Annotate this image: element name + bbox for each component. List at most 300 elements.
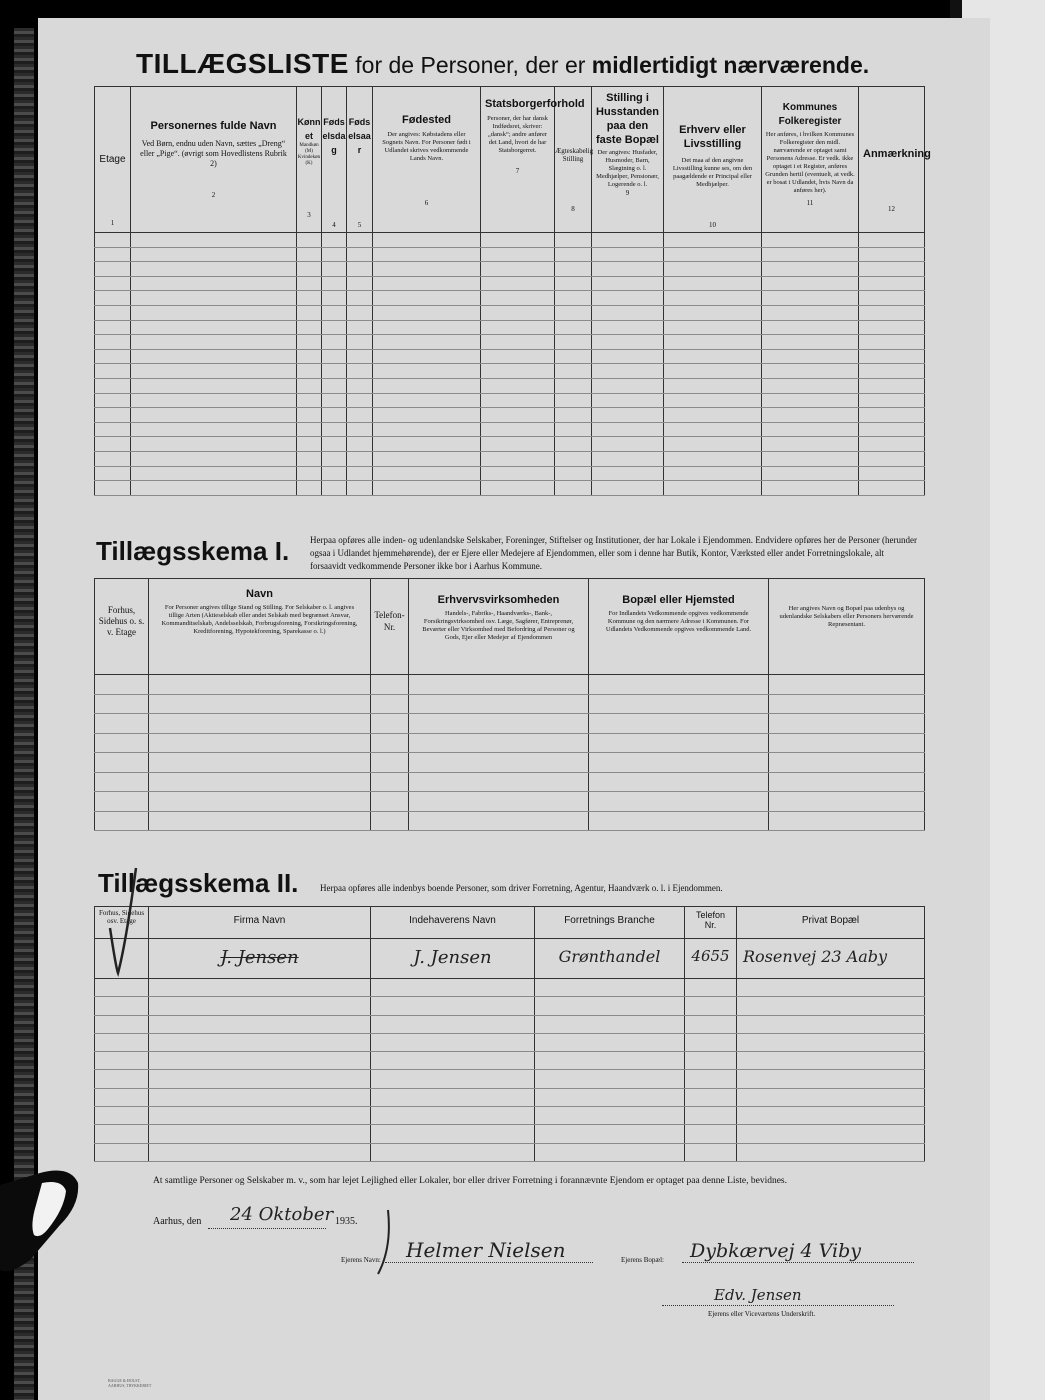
table-cell[interactable] xyxy=(769,811,925,831)
table-cell[interactable] xyxy=(95,291,131,306)
table-cell[interactable] xyxy=(297,437,322,452)
table-cell[interactable] xyxy=(347,437,373,452)
table-cell[interactable] xyxy=(737,1033,925,1051)
table-cell[interactable] xyxy=(859,262,925,277)
table-cell[interactable] xyxy=(131,408,297,423)
table-cell[interactable] xyxy=(762,451,859,466)
table-cell[interactable] xyxy=(762,422,859,437)
table-cell[interactable] xyxy=(737,1143,925,1161)
table-cell[interactable] xyxy=(322,466,347,481)
table-cell[interactable] xyxy=(737,1125,925,1143)
table-cell[interactable] xyxy=(371,733,409,753)
table-cell[interactable] xyxy=(592,481,664,496)
table-cell[interactable] xyxy=(555,408,592,423)
table-cell[interactable] xyxy=(297,305,322,320)
table-cell[interactable] xyxy=(859,408,925,423)
table-cell[interactable] xyxy=(95,378,131,393)
table-cell[interactable] xyxy=(409,811,589,831)
table-cell[interactable] xyxy=(685,1088,737,1106)
table-cell[interactable] xyxy=(535,997,685,1015)
table-cell[interactable] xyxy=(371,1015,535,1033)
table-cell[interactable] xyxy=(685,1125,737,1143)
table-cell[interactable] xyxy=(762,481,859,496)
table-cell[interactable] xyxy=(297,320,322,335)
table-cell[interactable] xyxy=(95,1107,149,1125)
table-cell[interactable] xyxy=(131,422,297,437)
table-cell[interactable] xyxy=(592,276,664,291)
table-cell[interactable] xyxy=(131,262,297,277)
table-cell[interactable] xyxy=(555,247,592,262)
table-cell[interactable] xyxy=(95,451,131,466)
table-cell[interactable] xyxy=(131,393,297,408)
table-cell[interactable] xyxy=(762,305,859,320)
table-cell[interactable] xyxy=(685,997,737,1015)
table-cell[interactable] xyxy=(322,247,347,262)
table-cell[interactable] xyxy=(685,1052,737,1070)
table-cell[interactable] xyxy=(737,1015,925,1033)
table-cell[interactable] xyxy=(297,233,322,248)
table-cell[interactable] xyxy=(737,1052,925,1070)
table-cell[interactable] xyxy=(371,979,535,997)
table-cell[interactable] xyxy=(347,291,373,306)
table-cell[interactable] xyxy=(95,694,149,714)
table-cell[interactable] xyxy=(347,335,373,350)
table-cell[interactable] xyxy=(131,233,297,248)
table-cell[interactable] xyxy=(297,451,322,466)
table-cell[interactable] xyxy=(859,305,925,320)
table-cell[interactable] xyxy=(373,262,481,277)
table-cell[interactable] xyxy=(859,364,925,379)
table-cell[interactable] xyxy=(149,675,371,695)
table-cell[interactable] xyxy=(373,437,481,452)
table-cell[interactable] xyxy=(762,335,859,350)
table-cell[interactable] xyxy=(347,378,373,393)
table-cell[interactable] xyxy=(859,335,925,350)
table-cell[interactable] xyxy=(371,714,409,734)
table-cell[interactable] xyxy=(664,481,762,496)
table-cell[interactable] xyxy=(149,733,371,753)
table-cell[interactable] xyxy=(762,320,859,335)
table-cell[interactable] xyxy=(95,364,131,379)
table-cell[interactable] xyxy=(149,772,371,792)
table-cell[interactable] xyxy=(131,335,297,350)
table-cell[interactable] xyxy=(769,733,925,753)
table-cell[interactable] xyxy=(95,262,131,277)
table-cell[interactable] xyxy=(555,437,592,452)
table-cell[interactable] xyxy=(592,305,664,320)
table-cell[interactable] xyxy=(409,694,589,714)
table-cell[interactable] xyxy=(685,1143,737,1161)
table-cell[interactable] xyxy=(95,753,149,773)
table-cell[interactable] xyxy=(149,1107,371,1125)
table-cell[interactable] xyxy=(555,305,592,320)
table-cell[interactable] xyxy=(685,1033,737,1051)
table-cell[interactable] xyxy=(555,466,592,481)
table-cell[interactable] xyxy=(592,262,664,277)
table-cell[interactable] xyxy=(95,481,131,496)
table-cell[interactable] xyxy=(481,393,555,408)
table-cell[interactable] xyxy=(664,276,762,291)
table-cell[interactable] xyxy=(481,437,555,452)
table-cell[interactable] xyxy=(373,393,481,408)
table-cell[interactable] xyxy=(371,811,409,831)
table-cell[interactable] xyxy=(95,772,149,792)
table-cell[interactable] xyxy=(95,792,149,812)
table-cell[interactable] xyxy=(769,714,925,734)
table-cell[interactable] xyxy=(347,349,373,364)
table-cell[interactable] xyxy=(371,753,409,773)
table-cell[interactable] xyxy=(592,233,664,248)
table-cell[interactable] xyxy=(481,233,555,248)
table-cell[interactable] xyxy=(131,305,297,320)
table-cell[interactable] xyxy=(95,233,131,248)
table-cell[interactable] xyxy=(373,335,481,350)
table-cell[interactable] xyxy=(347,466,373,481)
table-cell[interactable] xyxy=(859,481,925,496)
table-cell[interactable] xyxy=(664,451,762,466)
table-cell[interactable] xyxy=(592,422,664,437)
table-cell[interactable] xyxy=(555,262,592,277)
table-cell[interactable] xyxy=(95,393,131,408)
table-cell[interactable] xyxy=(149,753,371,773)
table-cell[interactable] xyxy=(685,979,737,997)
table-cell[interactable] xyxy=(762,291,859,306)
table-cell[interactable] xyxy=(481,422,555,437)
table-cell[interactable] xyxy=(322,305,347,320)
table-cell[interactable] xyxy=(664,247,762,262)
table-cell[interactable] xyxy=(481,378,555,393)
table-cell[interactable] xyxy=(664,364,762,379)
table-cell[interactable] xyxy=(95,408,131,423)
table-cell[interactable] xyxy=(769,753,925,773)
table-cell[interactable] xyxy=(859,276,925,291)
table-cell[interactable] xyxy=(149,1088,371,1106)
table-cell[interactable] xyxy=(149,1143,371,1161)
table-cell[interactable] xyxy=(685,1070,737,1088)
table-cell[interactable] xyxy=(131,364,297,379)
table-cell[interactable] xyxy=(555,291,592,306)
table-cell[interactable] xyxy=(481,466,555,481)
table-cell[interactable] xyxy=(371,997,535,1015)
table-cell[interactable] xyxy=(481,320,555,335)
table-cell[interactable] xyxy=(297,481,322,496)
table-cell[interactable] xyxy=(347,276,373,291)
table-cell[interactable] xyxy=(762,437,859,452)
table-cell[interactable] xyxy=(762,466,859,481)
table-cell[interactable] xyxy=(685,1015,737,1033)
table-cell[interactable] xyxy=(762,233,859,248)
table-cell[interactable] xyxy=(664,233,762,248)
table-cell[interactable] xyxy=(297,466,322,481)
table-cell[interactable] xyxy=(297,262,322,277)
table-cell[interactable] xyxy=(373,320,481,335)
table-cell[interactable] xyxy=(95,1070,149,1088)
table-cell[interactable] xyxy=(149,1125,371,1143)
table-cell[interactable] xyxy=(149,997,371,1015)
table-cell[interactable] xyxy=(95,997,149,1015)
table-cell[interactable] xyxy=(95,320,131,335)
table-cell[interactable] xyxy=(409,772,589,792)
table-cell[interactable] xyxy=(373,233,481,248)
table-cell[interactable] xyxy=(535,1033,685,1051)
table-cell[interactable] xyxy=(131,437,297,452)
table-cell[interactable] xyxy=(95,437,131,452)
table-cell[interactable] xyxy=(95,1052,149,1070)
table-cell[interactable] xyxy=(95,1033,149,1051)
table-cell[interactable] xyxy=(322,408,347,423)
table-cell[interactable] xyxy=(555,481,592,496)
table-cell[interactable] xyxy=(149,792,371,812)
table-cell[interactable] xyxy=(322,364,347,379)
table-cell[interactable] xyxy=(373,247,481,262)
table-cell[interactable] xyxy=(373,364,481,379)
table-cell[interactable] xyxy=(664,320,762,335)
table-cell[interactable] xyxy=(555,233,592,248)
table-cell[interactable] xyxy=(762,378,859,393)
table-cell[interactable] xyxy=(481,335,555,350)
table-cell[interactable] xyxy=(592,247,664,262)
table-cell[interactable] xyxy=(409,792,589,812)
table-cell[interactable] xyxy=(589,694,769,714)
table-cell[interactable] xyxy=(373,466,481,481)
table-cell[interactable] xyxy=(762,349,859,364)
table-cell[interactable] xyxy=(322,378,347,393)
table-cell[interactable] xyxy=(95,811,149,831)
table-cell[interactable] xyxy=(322,320,347,335)
table-cell[interactable] xyxy=(373,451,481,466)
table-cell[interactable] xyxy=(371,694,409,714)
table-cell[interactable] xyxy=(737,1070,925,1088)
table-cell[interactable] xyxy=(859,291,925,306)
table-cell[interactable] xyxy=(322,481,347,496)
table-cell[interactable] xyxy=(762,393,859,408)
table-cell[interactable] xyxy=(297,422,322,437)
table-cell[interactable] xyxy=(322,291,347,306)
table-cell[interactable] xyxy=(481,276,555,291)
table-cell[interactable] xyxy=(347,451,373,466)
table-cell[interactable] xyxy=(297,393,322,408)
table-cell[interactable] xyxy=(347,320,373,335)
table-cell[interactable] xyxy=(859,393,925,408)
table-cell[interactable] xyxy=(481,364,555,379)
table-cell[interactable] xyxy=(555,349,592,364)
table-cell[interactable] xyxy=(149,811,371,831)
table-cell[interactable] xyxy=(371,1125,535,1143)
table-cell[interactable] xyxy=(592,466,664,481)
table-cell[interactable] xyxy=(737,997,925,1015)
table-cell[interactable] xyxy=(664,291,762,306)
table-cell[interactable] xyxy=(592,408,664,423)
table-cell[interactable] xyxy=(95,1088,149,1106)
table-cell[interactable] xyxy=(589,714,769,734)
table-cell[interactable] xyxy=(592,378,664,393)
table-cell[interactable] xyxy=(481,262,555,277)
table-cell[interactable] xyxy=(769,675,925,695)
table-cell[interactable] xyxy=(95,349,131,364)
table-cell[interactable] xyxy=(555,320,592,335)
table-cell[interactable] xyxy=(95,466,131,481)
table-cell[interactable] xyxy=(535,1088,685,1106)
table-cell[interactable] xyxy=(481,291,555,306)
table-cell[interactable] xyxy=(535,979,685,997)
table-cell[interactable] xyxy=(322,349,347,364)
table-cell[interactable] xyxy=(149,714,371,734)
table-cell[interactable] xyxy=(373,291,481,306)
table-cell[interactable] xyxy=(347,247,373,262)
table-cell[interactable] xyxy=(131,320,297,335)
table-cell[interactable] xyxy=(371,792,409,812)
table-cell[interactable] xyxy=(762,364,859,379)
table-cell[interactable] xyxy=(95,1125,149,1143)
table-cell[interactable] xyxy=(322,393,347,408)
table-cell[interactable] xyxy=(297,349,322,364)
table-cell[interactable] xyxy=(592,393,664,408)
table-cell[interactable] xyxy=(737,1107,925,1125)
table-cell[interactable] xyxy=(322,335,347,350)
table-cell[interactable] xyxy=(762,247,859,262)
table-cell[interactable] xyxy=(347,262,373,277)
table-cell[interactable] xyxy=(859,349,925,364)
table-cell[interactable] xyxy=(131,451,297,466)
table-cell[interactable] xyxy=(297,247,322,262)
table-cell[interactable] xyxy=(131,276,297,291)
table-cell[interactable] xyxy=(131,481,297,496)
table-cell[interactable] xyxy=(481,349,555,364)
table-cell[interactable] xyxy=(373,276,481,291)
table-cell[interactable] xyxy=(737,979,925,997)
table-cell[interactable] xyxy=(297,364,322,379)
table-cell[interactable] xyxy=(481,305,555,320)
table-cell[interactable] xyxy=(555,276,592,291)
table-cell[interactable] xyxy=(592,451,664,466)
table-cell[interactable] xyxy=(347,305,373,320)
table-cell[interactable] xyxy=(762,276,859,291)
table-cell[interactable] xyxy=(592,335,664,350)
table-cell[interactable] xyxy=(769,792,925,812)
table-cell[interactable] xyxy=(592,320,664,335)
table-cell[interactable] xyxy=(481,408,555,423)
table-cell[interactable] xyxy=(481,451,555,466)
table-cell[interactable] xyxy=(322,422,347,437)
table-cell[interactable] xyxy=(149,979,371,997)
table-cell[interactable] xyxy=(664,437,762,452)
table-cell[interactable] xyxy=(297,335,322,350)
table-cell[interactable] xyxy=(347,422,373,437)
table-cell[interactable] xyxy=(373,408,481,423)
table-cell[interactable] xyxy=(762,408,859,423)
table-cell[interactable] xyxy=(589,811,769,831)
table-cell[interactable] xyxy=(371,772,409,792)
table-cell[interactable] xyxy=(95,1015,149,1033)
table-cell[interactable] xyxy=(589,792,769,812)
table-cell[interactable] xyxy=(297,378,322,393)
table-cell[interactable] xyxy=(535,1107,685,1125)
table-cell[interactable] xyxy=(589,772,769,792)
table-cell[interactable] xyxy=(373,305,481,320)
table-cell[interactable] xyxy=(371,1143,535,1161)
table-cell[interactable] xyxy=(769,694,925,714)
table-cell[interactable] xyxy=(95,305,131,320)
table-cell[interactable] xyxy=(555,451,592,466)
table-cell[interactable] xyxy=(149,1052,371,1070)
table-cell[interactable] xyxy=(664,422,762,437)
table-cell[interactable] xyxy=(322,233,347,248)
table-cell[interactable] xyxy=(131,291,297,306)
table-cell[interactable] xyxy=(371,1052,535,1070)
table-cell[interactable] xyxy=(322,437,347,452)
table-cell[interactable] xyxy=(409,753,589,773)
table-cell[interactable] xyxy=(859,422,925,437)
table-cell[interactable] xyxy=(685,1107,737,1125)
table-cell[interactable] xyxy=(481,247,555,262)
table-cell[interactable] xyxy=(737,1088,925,1106)
table-cell[interactable] xyxy=(371,1088,535,1106)
table-cell[interactable] xyxy=(322,262,347,277)
table-cell[interactable] xyxy=(769,772,925,792)
table-cell[interactable] xyxy=(409,733,589,753)
table-cell[interactable] xyxy=(371,1033,535,1051)
table-cell[interactable] xyxy=(297,291,322,306)
table-cell[interactable] xyxy=(859,233,925,248)
table-cell[interactable] xyxy=(664,349,762,364)
table-cell[interactable] xyxy=(555,364,592,379)
table-cell[interactable] xyxy=(664,393,762,408)
table-cell[interactable] xyxy=(149,1015,371,1033)
table-cell[interactable] xyxy=(409,714,589,734)
table-cell[interactable] xyxy=(535,1125,685,1143)
table-cell[interactable] xyxy=(371,1107,535,1125)
table-cell[interactable] xyxy=(95,335,131,350)
table-cell[interactable] xyxy=(859,437,925,452)
table-cell[interactable] xyxy=(535,1143,685,1161)
table-cell[interactable] xyxy=(371,1070,535,1088)
table-cell[interactable] xyxy=(95,422,131,437)
table-cell[interactable] xyxy=(409,675,589,695)
table-cell[interactable] xyxy=(95,675,149,695)
table-cell[interactable] xyxy=(95,1143,149,1161)
table-cell[interactable] xyxy=(131,378,297,393)
table-cell[interactable] xyxy=(859,451,925,466)
table-cell[interactable] xyxy=(347,364,373,379)
table-cell[interactable] xyxy=(131,349,297,364)
table-cell[interactable] xyxy=(859,466,925,481)
table-cell[interactable] xyxy=(322,451,347,466)
table-cell[interactable] xyxy=(347,481,373,496)
table-cell[interactable] xyxy=(589,675,769,695)
table-cell[interactable] xyxy=(131,466,297,481)
table-cell[interactable] xyxy=(589,753,769,773)
table-cell[interactable] xyxy=(555,335,592,350)
table-cell[interactable] xyxy=(664,466,762,481)
table-cell[interactable] xyxy=(95,276,131,291)
table-cell[interactable] xyxy=(592,437,664,452)
table-cell[interactable] xyxy=(371,675,409,695)
table-cell[interactable] xyxy=(149,1033,371,1051)
table-cell[interactable] xyxy=(347,393,373,408)
table-cell[interactable] xyxy=(592,364,664,379)
table-cell[interactable] xyxy=(664,378,762,393)
table-cell[interactable] xyxy=(373,349,481,364)
table-cell[interactable] xyxy=(762,262,859,277)
table-cell[interactable] xyxy=(859,320,925,335)
table-cell[interactable] xyxy=(859,378,925,393)
table-cell[interactable] xyxy=(373,378,481,393)
table-cell[interactable] xyxy=(149,1070,371,1088)
table-cell[interactable] xyxy=(664,305,762,320)
table-cell[interactable] xyxy=(535,1052,685,1070)
table-cell[interactable] xyxy=(149,694,371,714)
table-cell[interactable] xyxy=(555,393,592,408)
